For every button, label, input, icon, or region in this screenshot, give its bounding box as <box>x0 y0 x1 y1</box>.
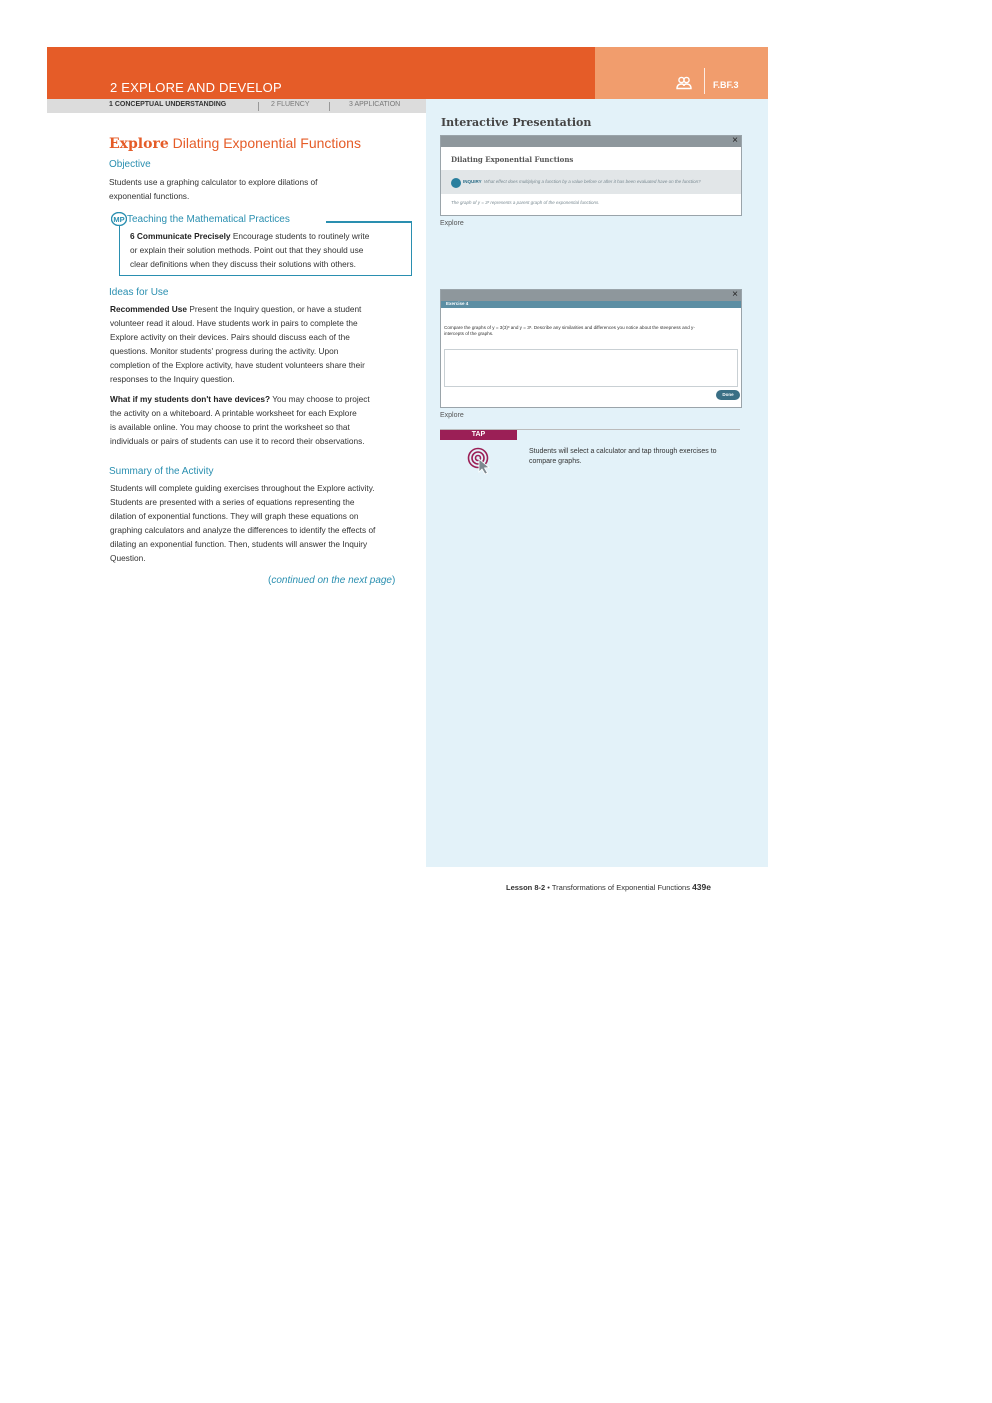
tap-touch-icon <box>467 447 493 475</box>
exercise-bar <box>441 301 741 308</box>
tab-fluency[interactable]: 2 FLUENCY <box>271 101 310 108</box>
text-line: individuals or pairs of students can use it to record their observations. <box>110 436 365 446</box>
explore-screen-1[interactable] <box>440 135 742 216</box>
inquiry-icon <box>451 178 461 188</box>
devices-lead: What if my students don't have devices? <box>110 394 271 404</box>
standard-code: F.BF.3 <box>713 80 739 90</box>
screen-caption: Explore <box>440 220 464 227</box>
screen-note: The graph of y = 3ˣ represents a parent graph of the exponential functions. <box>451 200 600 205</box>
ideas-lead: Recommended Use <box>110 304 188 314</box>
exercise-prompt <box>444 325 734 337</box>
tab-application[interactable]: 3 APPLICATION <box>349 101 401 108</box>
mp-badge-text: MP <box>113 214 125 224</box>
screen-caption: Explore <box>440 412 464 419</box>
objective-heading: Objective <box>109 159 151 170</box>
inquiry-text: What effect does multiplying a function by a value before or after it has been evaluated have on the function? <box>484 179 701 184</box>
screen-titlebar <box>441 290 741 301</box>
text-line: Students will complete guiding exercises throughout the Explore activity. <box>110 483 375 493</box>
header-bar-accent <box>595 47 768 99</box>
text-line: Encourage students to routinely write <box>230 231 370 241</box>
text-line: Compare the graphs of y = 3(3)ˣ and y = 3ˣ. Describe any similarities and differences you notice about the steepness and y- <box>444 325 695 330</box>
text-line: Present the Inquiry question, or have a student <box>187 304 362 314</box>
summary-heading: Summary of the Activity <box>109 466 214 477</box>
page-number: 439e <box>692 882 711 892</box>
text-line: Explore activity on their devices. Pairs should discuss each of the <box>110 332 350 342</box>
text-line: or explain their solution methods. Point out that they should use <box>130 245 364 255</box>
ideas-heading: Ideas for Use <box>109 287 169 298</box>
exercise-label: Exercise 4 <box>446 301 469 306</box>
text-line: dilating an exponential function. Then, students will answer the Inquiry <box>110 539 368 549</box>
mp-heading: Teaching the Mathematical Practices <box>127 214 290 225</box>
summary-text <box>110 481 375 565</box>
tap-description <box>529 447 734 467</box>
inquiry-label: INQUIRY <box>463 179 482 184</box>
close-icon[interactable]: × <box>732 135 738 146</box>
text-line: Students use a graphing calculator to explore dilations of <box>109 177 318 187</box>
ideas-text <box>110 302 365 386</box>
continued-text: continued on the next page <box>271 575 392 586</box>
tab-conceptual-understanding[interactable]: 1 CONCEPTUAL UNDERSTANDING <box>109 101 227 108</box>
text-line: volunteer read it aloud. Have students work in pairs to complete the <box>110 318 358 328</box>
paren-open: ( <box>268 575 272 586</box>
page-footer <box>506 882 711 892</box>
text-line: compare graphs. <box>529 458 582 465</box>
mp-lead: 6 Communicate Precisely <box>130 231 231 241</box>
explore-title: Dilating Exponential Functions <box>172 135 361 151</box>
interactive-presentation-title: Interactive Presentation <box>441 116 592 129</box>
text-line: clear definitions when they discuss their solutions with others. <box>130 259 356 269</box>
text-line: completion of the Explore activity, have student volunteers share their <box>110 360 365 370</box>
close-icon[interactable]: × <box>732 289 738 300</box>
devices-text <box>110 392 370 448</box>
text-line: responses to the Inquiry question. <box>110 374 235 384</box>
answer-input[interactable] <box>444 349 738 387</box>
header-divider <box>704 68 705 94</box>
lesson-number: Lesson 8-2 <box>506 883 546 892</box>
tab-separator <box>329 102 330 111</box>
text-line: You may choose to project <box>270 394 370 404</box>
text-line: intercepts of the graphs. <box>444 331 494 336</box>
explore-label: Explore <box>109 136 169 152</box>
text-line: Students are presented with a series of equations representing the <box>110 497 355 507</box>
text-line: the activity on a whiteboard. A printable worksheet for each Explore <box>110 408 357 418</box>
objective-text <box>109 175 317 203</box>
mp-badge-icon <box>111 212 127 226</box>
screen-heading: Dilating Exponential Functions <box>451 155 574 164</box>
tap-badge: TAP <box>440 430 517 440</box>
text-line: dilation of exponential functions. They will graph these equations on <box>110 511 359 521</box>
continued-note <box>268 575 395 586</box>
mp-text <box>130 229 369 271</box>
lesson-title: Transformations of Exponential Functions <box>551 883 690 892</box>
lesson-tabs <box>47 99 426 113</box>
tab-separator <box>258 102 259 111</box>
done-button[interactable]: Done <box>716 390 740 400</box>
screen-titlebar <box>441 136 741 147</box>
paren-close: ) <box>392 575 396 586</box>
explore-heading <box>109 135 361 152</box>
section-title: 2 EXPLORE AND DEVELOP <box>110 80 282 95</box>
group-users-icon <box>676 76 692 90</box>
text-line: questions. Monitor students' progress during the activity. Upon <box>110 346 339 356</box>
text-line: is available online. You may choose to print the worksheet so that <box>110 422 350 432</box>
footer-separator: • <box>545 883 552 892</box>
text-line: exponential functions. <box>109 191 190 201</box>
explore-screen-2[interactable] <box>440 289 742 408</box>
text-line: Students will select a calculator and tap through exercises to <box>529 448 717 455</box>
text-line: graphing calculators and analyze the differences to identify the effects of <box>110 525 376 535</box>
text-line: Question. <box>110 553 146 563</box>
